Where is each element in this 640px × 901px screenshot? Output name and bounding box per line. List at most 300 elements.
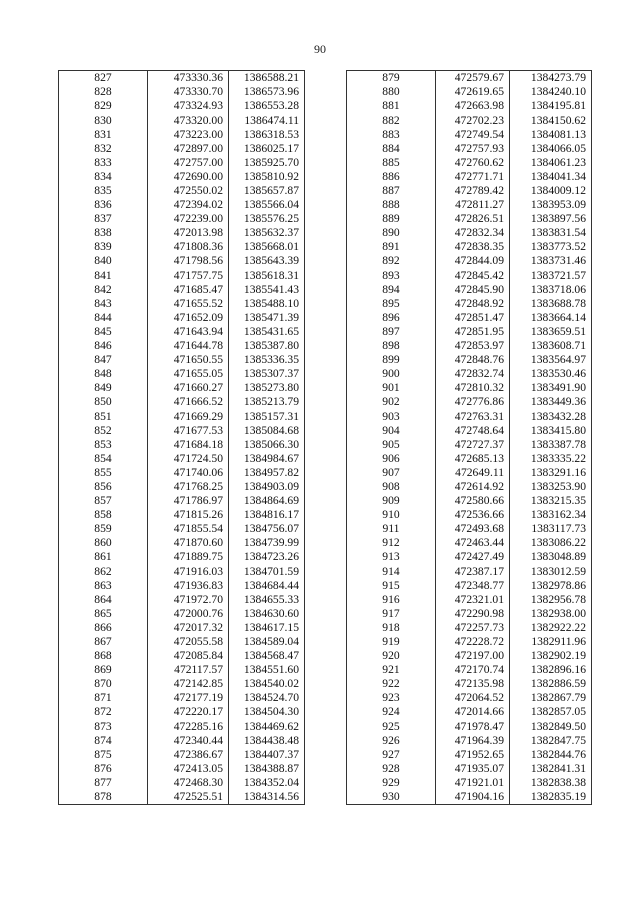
y-coordinate-cell: 1384469.62: [229, 719, 305, 733]
point-number-cell: 927: [347, 748, 436, 762]
x-coordinate-cell: 472257.73: [436, 621, 510, 635]
table-row: [347, 339, 592, 353]
x-coordinate-cell: 472493.68: [436, 522, 510, 536]
table-row: [59, 705, 305, 719]
x-coordinate-cell: 472290.98: [436, 607, 510, 621]
point-number-cell: 928: [347, 762, 436, 776]
y-coordinate-cell: 1382938.00: [510, 607, 592, 621]
point-number-cell: 924: [347, 705, 436, 719]
x-coordinate-cell: 472387.17: [436, 564, 510, 578]
y-coordinate-cell: 1385273.80: [229, 381, 305, 395]
table-row: [347, 226, 592, 240]
point-number-cell: 869: [59, 663, 148, 677]
x-coordinate-cell: 471815.26: [148, 508, 229, 522]
y-coordinate-cell: 1384352.04: [229, 776, 305, 790]
table-row: [347, 536, 592, 550]
y-coordinate-cell: 1382857.05: [510, 705, 592, 719]
x-coordinate-cell: 472663.98: [436, 99, 510, 113]
x-coordinate-cell: 471644.78: [148, 339, 229, 353]
point-number-cell: 836: [59, 198, 148, 212]
table-row: [59, 240, 305, 254]
x-coordinate-cell: 472810.32: [436, 381, 510, 395]
x-coordinate-cell: 471964.39: [436, 733, 510, 747]
y-coordinate-cell: 1384150.62: [510, 113, 592, 127]
point-number-cell: 864: [59, 592, 148, 606]
point-number-cell: 840: [59, 254, 148, 268]
table-body: [347, 71, 592, 805]
point-number-cell: 849: [59, 381, 148, 395]
table-row: [59, 127, 305, 141]
table-row: [59, 536, 305, 550]
y-coordinate-cell: 1384551.60: [229, 663, 305, 677]
table-row: [347, 494, 592, 508]
point-number-cell: 894: [347, 282, 436, 296]
point-number-cell: 916: [347, 592, 436, 606]
table-row: [347, 705, 592, 719]
point-number-cell: 888: [347, 198, 436, 212]
y-coordinate-cell: 1382849.50: [510, 719, 592, 733]
x-coordinate-cell: 471921.01: [436, 776, 510, 790]
point-number-cell: 865: [59, 607, 148, 621]
y-coordinate-cell: 1386318.53: [229, 127, 305, 141]
y-coordinate-cell: 1385066.30: [229, 437, 305, 451]
y-coordinate-cell: 1383718.06: [510, 282, 592, 296]
x-coordinate-cell: 472386.67: [148, 748, 229, 762]
point-number-cell: 860: [59, 536, 148, 550]
x-coordinate-cell: 472321.01: [436, 592, 510, 606]
y-coordinate-cell: 1382911.96: [510, 635, 592, 649]
y-coordinate-cell: 1385566.04: [229, 198, 305, 212]
y-coordinate-cell: 1383731.46: [510, 254, 592, 268]
page-number: 90: [314, 42, 326, 56]
x-coordinate-cell: 472897.00: [148, 141, 229, 155]
x-coordinate-cell: 471855.54: [148, 522, 229, 536]
x-coordinate-cell: 472000.76: [148, 607, 229, 621]
x-coordinate-cell: 472845.42: [436, 268, 510, 282]
point-number-cell: 877: [59, 776, 148, 790]
point-number-cell: 875: [59, 748, 148, 762]
y-coordinate-cell: 1383086.22: [510, 536, 592, 550]
point-number-cell: 863: [59, 578, 148, 592]
point-number-cell: 844: [59, 311, 148, 325]
y-coordinate-cell: 1385431.65: [229, 325, 305, 339]
y-coordinate-cell: 1383432.28: [510, 409, 592, 423]
y-coordinate-cell: 1383773.52: [510, 240, 592, 254]
y-coordinate-cell: 1382844.76: [510, 748, 592, 762]
table-row: [59, 311, 305, 325]
x-coordinate-cell: 472055.58: [148, 635, 229, 649]
table-row: [59, 141, 305, 155]
table-row: [59, 254, 305, 268]
point-number-cell: 909: [347, 494, 436, 508]
x-coordinate-cell: 472649.11: [436, 466, 510, 480]
point-number-cell: 915: [347, 578, 436, 592]
x-coordinate-cell: 472760.62: [436, 156, 510, 170]
y-coordinate-cell: 1383387.78: [510, 437, 592, 451]
table-row: [347, 621, 592, 635]
y-coordinate-cell: 1382835.19: [510, 790, 592, 805]
table-row: [347, 790, 592, 805]
point-number-cell: 861: [59, 550, 148, 564]
table-row: [59, 466, 305, 480]
point-number-cell: 919: [347, 635, 436, 649]
table-row: [59, 353, 305, 367]
table-row: [59, 564, 305, 578]
point-number-cell: 839: [59, 240, 148, 254]
table-row: [59, 226, 305, 240]
table-row: [347, 649, 592, 663]
table-row: [59, 607, 305, 621]
table-row: [59, 339, 305, 353]
x-coordinate-cell: 471724.50: [148, 452, 229, 466]
y-coordinate-cell: 1385657.87: [229, 184, 305, 198]
y-coordinate-cell: 1383415.80: [510, 423, 592, 437]
x-coordinate-cell: 471740.06: [148, 466, 229, 480]
x-coordinate-cell: 472845.90: [436, 282, 510, 296]
table-row: [59, 395, 305, 409]
table-row: [347, 381, 592, 395]
x-coordinate-cell: 472117.57: [148, 663, 229, 677]
x-coordinate-cell: 472748.64: [436, 423, 510, 437]
x-coordinate-cell: 471916.03: [148, 564, 229, 578]
point-number-cell: 851: [59, 409, 148, 423]
y-coordinate-cell: 1384701.59: [229, 564, 305, 578]
point-number-cell: 843: [59, 297, 148, 311]
y-coordinate-cell: 1384540.02: [229, 677, 305, 691]
point-number-cell: 902: [347, 395, 436, 409]
table-row: [347, 141, 592, 155]
point-number-cell: 847: [59, 353, 148, 367]
x-coordinate-cell: 472685.13: [436, 452, 510, 466]
y-coordinate-cell: 1383897.56: [510, 212, 592, 226]
table-row: [347, 156, 592, 170]
x-coordinate-cell: 472776.86: [436, 395, 510, 409]
point-number-cell: 858: [59, 508, 148, 522]
table-row: [59, 212, 305, 226]
x-coordinate-cell: 471978.47: [436, 719, 510, 733]
y-coordinate-cell: 1383564.97: [510, 353, 592, 367]
point-number-cell: 880: [347, 85, 436, 99]
table-row: [59, 85, 305, 99]
x-coordinate-cell: 472017.32: [148, 621, 229, 635]
x-coordinate-cell: 472085.84: [148, 649, 229, 663]
x-coordinate-cell: 472763.31: [436, 409, 510, 423]
y-coordinate-cell: 1383664.14: [510, 311, 592, 325]
y-coordinate-cell: 1384438.48: [229, 733, 305, 747]
y-coordinate-cell: 1384756.07: [229, 522, 305, 536]
table-row: [347, 663, 592, 677]
y-coordinate-cell: 1384630.60: [229, 607, 305, 621]
x-coordinate-cell: 472853.97: [436, 339, 510, 353]
point-number-cell: 910: [347, 508, 436, 522]
point-number-cell: 854: [59, 452, 148, 466]
y-coordinate-cell: 1384066.05: [510, 141, 592, 155]
point-number-cell: 913: [347, 550, 436, 564]
y-coordinate-cell: 1383721.57: [510, 268, 592, 282]
table-row: [59, 184, 305, 198]
y-coordinate-cell: 1385541.43: [229, 282, 305, 296]
y-coordinate-cell: 1383953.09: [510, 198, 592, 212]
y-coordinate-cell: 1384957.82: [229, 466, 305, 480]
y-coordinate-cell: 1384388.87: [229, 762, 305, 776]
x-coordinate-cell: 472757.93: [436, 141, 510, 155]
table-row: [347, 282, 592, 296]
point-number-cell: 874: [59, 733, 148, 747]
table-row: [59, 550, 305, 564]
y-coordinate-cell: 1385925.70: [229, 156, 305, 170]
table-row: [347, 240, 592, 254]
x-coordinate-cell: 472228.72: [436, 635, 510, 649]
x-coordinate-cell: 472848.76: [436, 353, 510, 367]
point-number-cell: 896: [347, 311, 436, 325]
point-number-cell: 914: [347, 564, 436, 578]
point-number-cell: 912: [347, 536, 436, 550]
table-row: [347, 607, 592, 621]
point-number-cell: 930: [347, 790, 436, 805]
y-coordinate-cell: 1383491.90: [510, 381, 592, 395]
y-coordinate-cell: 1382847.75: [510, 733, 592, 747]
x-coordinate-cell: 471798.56: [148, 254, 229, 268]
coordinate-table-right: [346, 70, 592, 805]
point-number-cell: 923: [347, 691, 436, 705]
x-coordinate-cell: 472851.47: [436, 311, 510, 325]
y-coordinate-cell: 1383048.89: [510, 550, 592, 564]
point-number-cell: 911: [347, 522, 436, 536]
y-coordinate-cell: 1382896.16: [510, 663, 592, 677]
table-row: [59, 762, 305, 776]
table-row: [59, 494, 305, 508]
table-row: [347, 367, 592, 381]
point-number-cell: 886: [347, 170, 436, 184]
table-row: [347, 325, 592, 339]
table-row: [59, 719, 305, 733]
point-number-cell: 895: [347, 297, 436, 311]
y-coordinate-cell: 1383291.16: [510, 466, 592, 480]
x-coordinate-cell: 472197.00: [436, 649, 510, 663]
table-row: [59, 198, 305, 212]
x-coordinate-cell: 472844.09: [436, 254, 510, 268]
table-row: [59, 635, 305, 649]
x-coordinate-cell: 471889.75: [148, 550, 229, 564]
y-coordinate-cell: 1384407.37: [229, 748, 305, 762]
y-coordinate-cell: 1382956.78: [510, 592, 592, 606]
y-coordinate-cell: 1384984.67: [229, 452, 305, 466]
table-row: [347, 311, 592, 325]
y-coordinate-cell: 1386474.11: [229, 113, 305, 127]
y-coordinate-cell: 1382838.38: [510, 776, 592, 790]
x-coordinate-cell: 472285.16: [148, 719, 229, 733]
point-number-cell: 907: [347, 466, 436, 480]
y-coordinate-cell: 1384903.09: [229, 480, 305, 494]
point-number-cell: 845: [59, 325, 148, 339]
table-row: [59, 790, 305, 805]
x-coordinate-cell: 472463.44: [436, 536, 510, 550]
x-coordinate-cell: 472848.92: [436, 297, 510, 311]
point-number-cell: 857: [59, 494, 148, 508]
point-number-cell: 855: [59, 466, 148, 480]
point-number-cell: 879: [347, 71, 436, 86]
point-number-cell: 883: [347, 127, 436, 141]
x-coordinate-cell: 471936.83: [148, 578, 229, 592]
x-coordinate-cell: 472690.00: [148, 170, 229, 184]
point-number-cell: 870: [59, 677, 148, 691]
y-coordinate-cell: 1384041.34: [510, 170, 592, 184]
table-row: [59, 156, 305, 170]
y-coordinate-cell: 1385307.37: [229, 367, 305, 381]
y-coordinate-cell: 1384864.69: [229, 494, 305, 508]
table-row: [59, 677, 305, 691]
x-coordinate-cell: 471643.94: [148, 325, 229, 339]
y-coordinate-cell: 1383012.59: [510, 564, 592, 578]
x-coordinate-cell: 472427.49: [436, 550, 510, 564]
y-coordinate-cell: 1385084.68: [229, 423, 305, 437]
y-coordinate-cell: 1385471.39: [229, 311, 305, 325]
table-row: [59, 452, 305, 466]
table-row: [347, 691, 592, 705]
table-row: [347, 297, 592, 311]
table-row: [347, 522, 592, 536]
x-coordinate-cell: 471685.47: [148, 282, 229, 296]
y-coordinate-cell: 1386588.21: [229, 71, 305, 86]
point-number-cell: 842: [59, 282, 148, 296]
x-coordinate-cell: 471677.53: [148, 423, 229, 437]
table-row: [59, 522, 305, 536]
point-number-cell: 833: [59, 156, 148, 170]
y-coordinate-cell: 1385157.31: [229, 409, 305, 423]
table-row: [347, 437, 592, 451]
x-coordinate-cell: 471972.70: [148, 592, 229, 606]
y-coordinate-cell: 1382867.79: [510, 691, 592, 705]
y-coordinate-cell: 1385576.25: [229, 212, 305, 226]
table-body: [59, 71, 305, 805]
y-coordinate-cell: 1384816.17: [229, 508, 305, 522]
point-number-cell: 918: [347, 621, 436, 635]
x-coordinate-cell: 471655.52: [148, 297, 229, 311]
x-coordinate-cell: 471655.05: [148, 367, 229, 381]
table-row: [347, 212, 592, 226]
table-row: [347, 592, 592, 606]
x-coordinate-cell: 472579.67: [436, 71, 510, 86]
x-coordinate-cell: 471660.27: [148, 381, 229, 395]
point-number-cell: 856: [59, 480, 148, 494]
table-row: [59, 170, 305, 184]
point-number-cell: 904: [347, 423, 436, 437]
x-coordinate-cell: 472014.66: [436, 705, 510, 719]
table-row: [59, 297, 305, 311]
point-number-cell: 838: [59, 226, 148, 240]
y-coordinate-cell: 1383253.90: [510, 480, 592, 494]
point-number-cell: 922: [347, 677, 436, 691]
table-row: [347, 762, 592, 776]
table-row: [347, 466, 592, 480]
table-row: [347, 550, 592, 564]
table-row: [347, 508, 592, 522]
table-row: [59, 649, 305, 663]
point-number-cell: 871: [59, 691, 148, 705]
x-coordinate-cell: 471666.52: [148, 395, 229, 409]
table-row: [347, 395, 592, 409]
x-coordinate-cell: 471904.16: [436, 790, 510, 805]
point-number-cell: 926: [347, 733, 436, 747]
table-row: [59, 113, 305, 127]
table-row: [59, 691, 305, 705]
y-coordinate-cell: 1386573.96: [229, 85, 305, 99]
point-number-cell: 887: [347, 184, 436, 198]
point-number-cell: 885: [347, 156, 436, 170]
table-row: [347, 748, 592, 762]
y-coordinate-cell: 1382841.31: [510, 762, 592, 776]
y-coordinate-cell: 1384081.13: [510, 127, 592, 141]
point-number-cell: 866: [59, 621, 148, 635]
x-coordinate-cell: 473330.70: [148, 85, 229, 99]
table-row: [59, 733, 305, 747]
table-row: [59, 621, 305, 635]
y-coordinate-cell: 1385488.10: [229, 297, 305, 311]
point-number-cell: 837: [59, 212, 148, 226]
point-number-cell: 891: [347, 240, 436, 254]
y-coordinate-cell: 1384617.15: [229, 621, 305, 635]
point-number-cell: 852: [59, 423, 148, 437]
y-coordinate-cell: 1385387.80: [229, 339, 305, 353]
x-coordinate-cell: 471757.75: [148, 268, 229, 282]
table-row: [59, 367, 305, 381]
y-coordinate-cell: 1384723.26: [229, 550, 305, 564]
table-row: [347, 99, 592, 113]
point-number-cell: 908: [347, 480, 436, 494]
table-row: [59, 409, 305, 423]
y-coordinate-cell: 1383608.71: [510, 339, 592, 353]
x-coordinate-cell: 472536.66: [436, 508, 510, 522]
y-coordinate-cell: 1385213.79: [229, 395, 305, 409]
x-coordinate-cell: 472064.52: [436, 691, 510, 705]
y-coordinate-cell: 1385668.01: [229, 240, 305, 254]
coordinate-table-left: [58, 70, 305, 805]
y-coordinate-cell: 1383449.36: [510, 395, 592, 409]
point-number-cell: 873: [59, 719, 148, 733]
point-number-cell: 872: [59, 705, 148, 719]
x-coordinate-cell: 473330.36: [148, 71, 229, 86]
x-coordinate-cell: 471935.07: [436, 762, 510, 776]
point-number-cell: 859: [59, 522, 148, 536]
x-coordinate-cell: 472619.65: [436, 85, 510, 99]
y-coordinate-cell: 1384273.79: [510, 71, 592, 86]
x-coordinate-cell: 472177.19: [148, 691, 229, 705]
y-coordinate-cell: 1384655.33: [229, 592, 305, 606]
x-coordinate-cell: 472580.66: [436, 494, 510, 508]
x-coordinate-cell: 471669.29: [148, 409, 229, 423]
table-row: [59, 480, 305, 494]
table-row: [59, 437, 305, 451]
table-row: [347, 85, 592, 99]
x-coordinate-cell: 472832.74: [436, 367, 510, 381]
table-row: [59, 776, 305, 790]
point-number-cell: 899: [347, 353, 436, 367]
y-coordinate-cell: 1384589.04: [229, 635, 305, 649]
x-coordinate-cell: 472525.51: [148, 790, 229, 805]
x-coordinate-cell: 472394.02: [148, 198, 229, 212]
y-coordinate-cell: 1384061.23: [510, 156, 592, 170]
y-coordinate-cell: 1383335.22: [510, 452, 592, 466]
x-coordinate-cell: 471684.18: [148, 437, 229, 451]
point-number-cell: 828: [59, 85, 148, 99]
point-number-cell: 900: [347, 367, 436, 381]
table-row: [347, 184, 592, 198]
table-row: [59, 663, 305, 677]
table-row: [59, 578, 305, 592]
point-number-cell: 889: [347, 212, 436, 226]
point-number-cell: 867: [59, 635, 148, 649]
table-row: [59, 282, 305, 296]
